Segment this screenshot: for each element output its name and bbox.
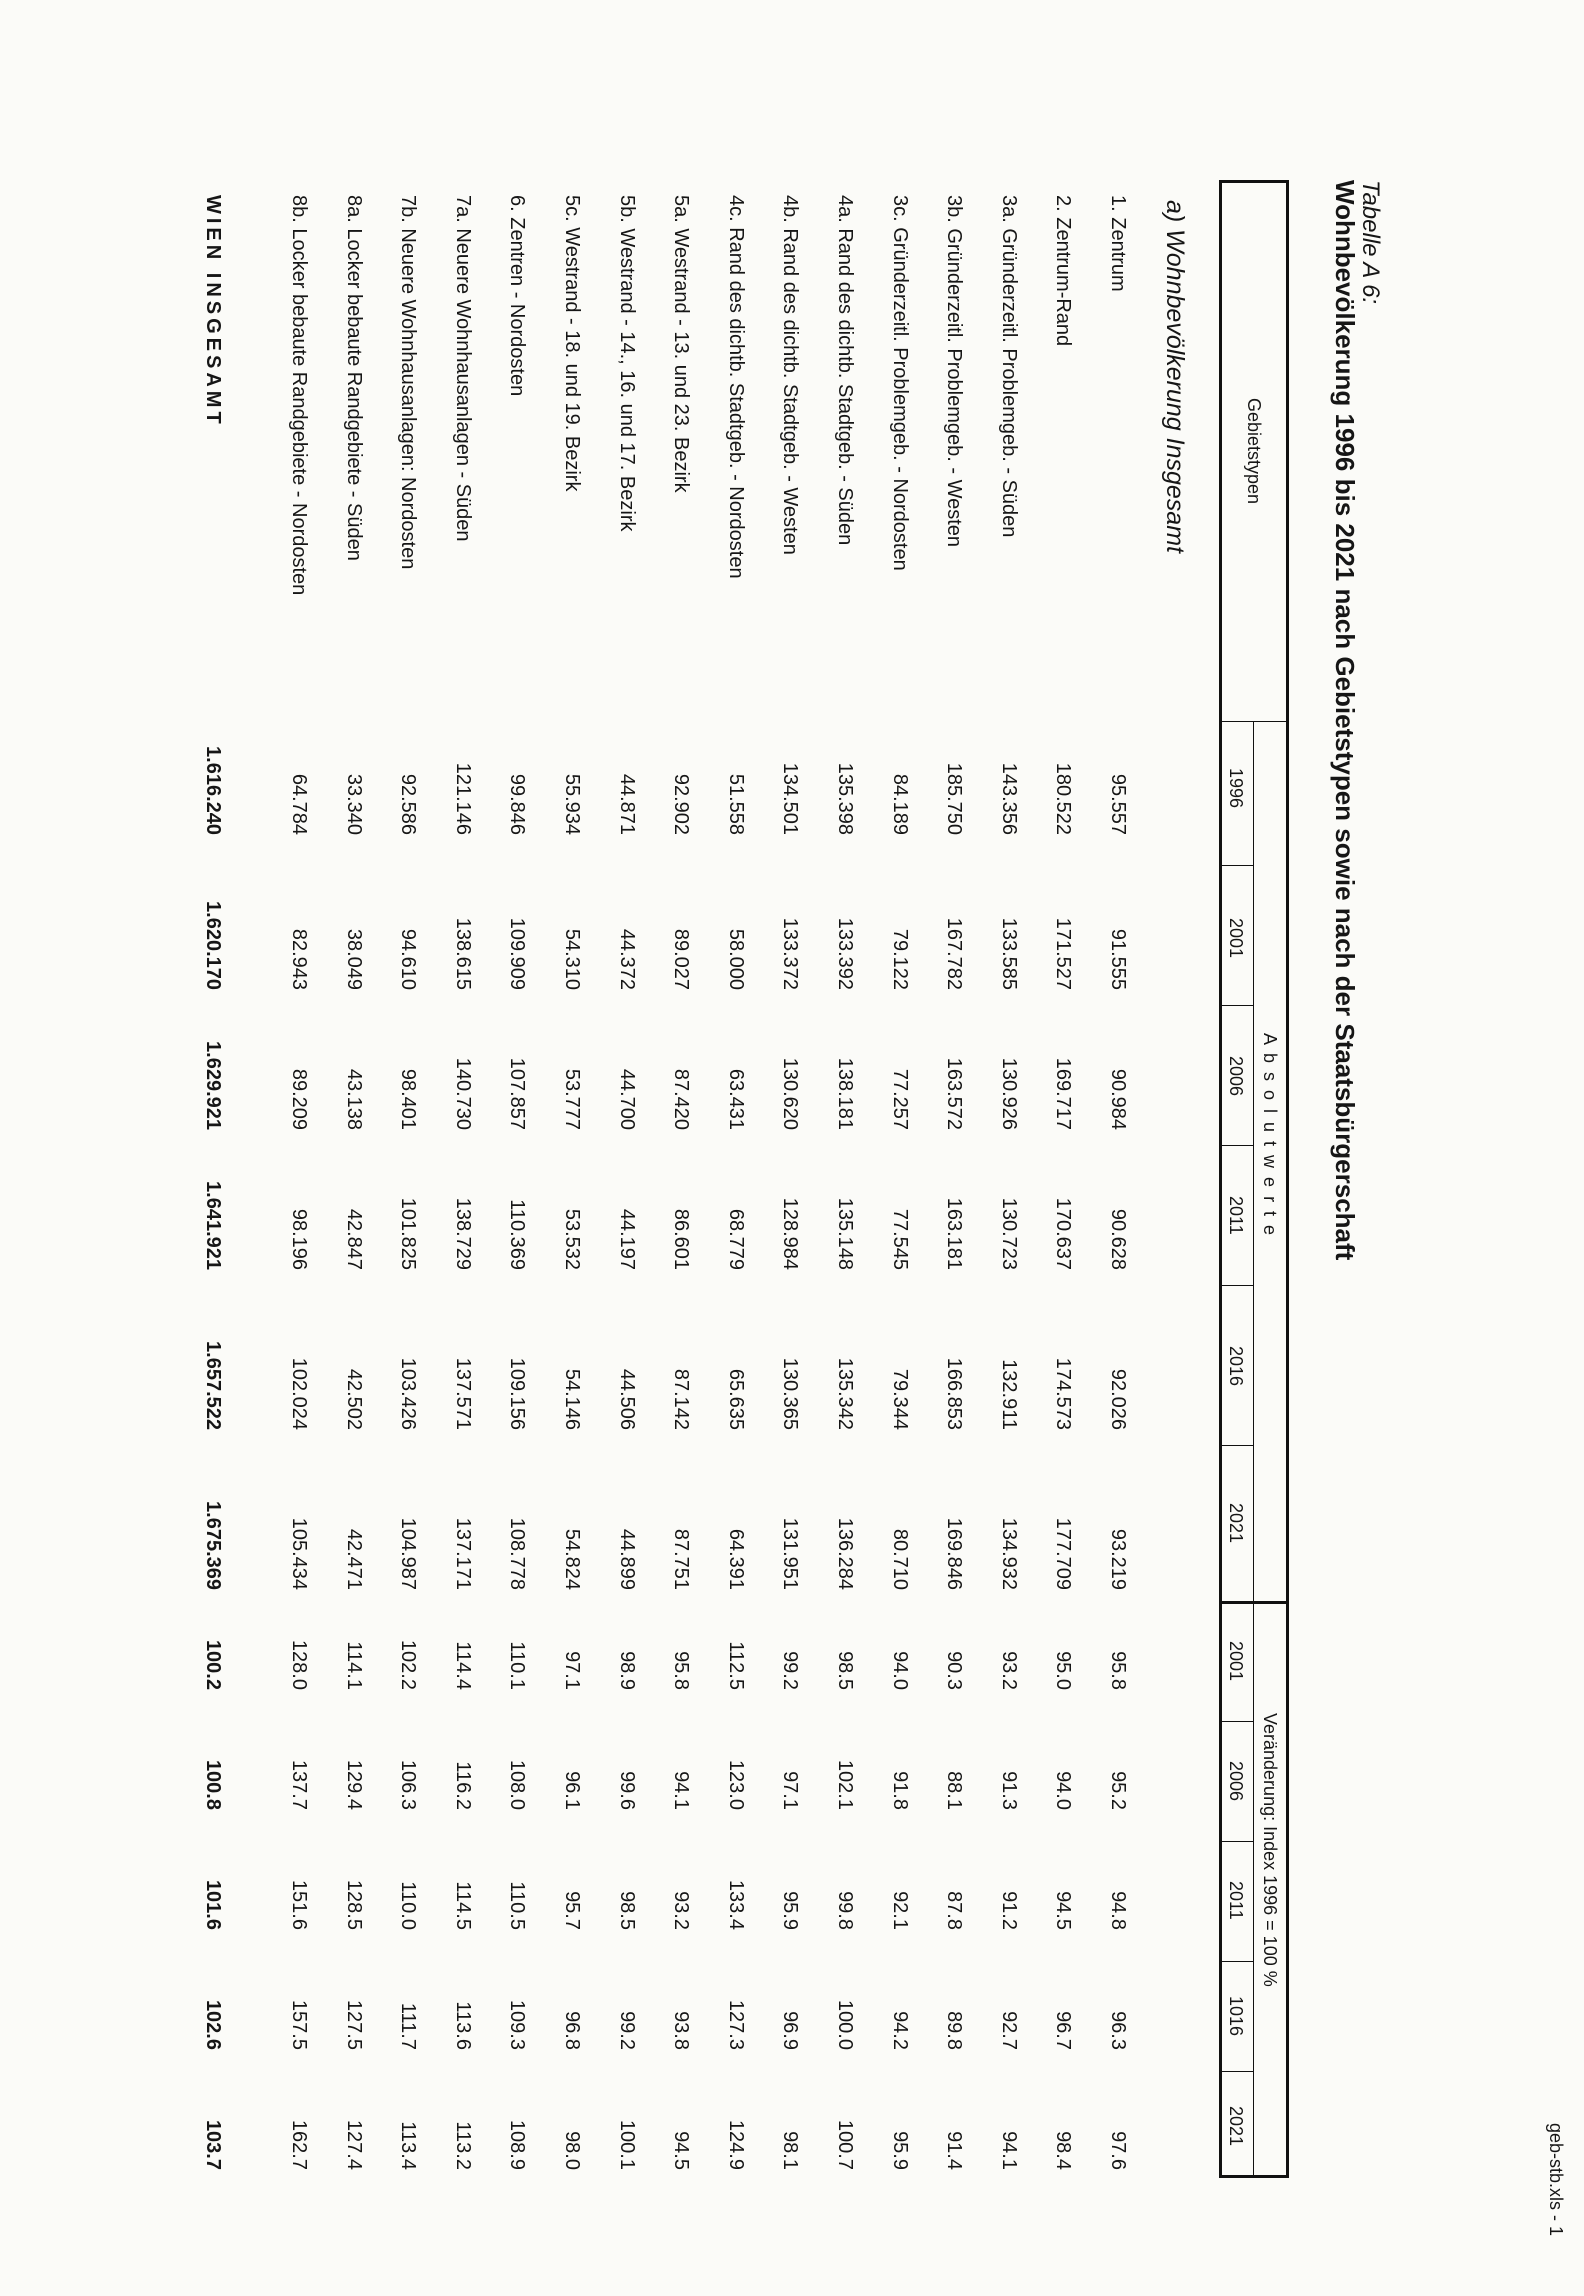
row-label: 8a. Locker bebaute Randgebiete - Süden	[342, 195, 365, 561]
absolute-value-cell: 140.730	[451, 1057, 474, 1130]
index-value-cell: 94.0	[1052, 1771, 1075, 1810]
absolute-value-cell: 109.156	[506, 1357, 529, 1430]
index-value-cell: 109.3	[506, 1999, 529, 2050]
row-label: 8b. Locker bebaute Randgebiete - Nordosten	[288, 195, 310, 596]
table-row	[658, 195, 692, 2185]
header-rule	[1253, 721, 1254, 2175]
page-footer: geb-stb.xls - 1	[1546, 2122, 1566, 2236]
table-row	[767, 195, 801, 2185]
index-value-cell: 88.1	[943, 1771, 966, 1810]
header-year-2016: 2016	[1226, 1346, 1246, 1387]
index-value-cell: 96.9	[779, 2011, 802, 2050]
index-value-cell: 94.1	[997, 2131, 1020, 2170]
index-value-cell: 95.7	[561, 1891, 583, 1930]
table-row	[331, 195, 365, 2185]
absolute-value-cell: 138.615	[451, 917, 474, 990]
absolute-value-cell: 90.628	[1107, 1208, 1129, 1270]
index-value-cell: 98.0	[561, 2131, 583, 2170]
table-row	[1040, 195, 1074, 2185]
absolute-value-cell: 135.148	[834, 1197, 856, 1270]
absolute-value-cell: 33.340	[342, 773, 365, 835]
absolute-value-cell: 44.506	[615, 1368, 638, 1430]
row-label: 5a. Westrand - 13. und 23. Bezirk	[670, 195, 693, 493]
absolute-value-cell: 92.026	[1107, 1368, 1129, 1430]
index-value-cell: 108.9	[506, 2119, 529, 2170]
header-divider	[1222, 2071, 1254, 2072]
absolute-value-cell: 137.171	[451, 1517, 474, 1590]
absolute-value-cell: 133.585	[997, 917, 1020, 990]
index-value-cell: 95.9	[779, 1891, 802, 1930]
index-value-cell: 91.4	[943, 2131, 966, 2170]
absolute-value-cell: 98.401	[397, 1068, 420, 1130]
absolute-value-cell: 63.431	[724, 1068, 747, 1130]
header-index-2016: 1016	[1226, 1996, 1246, 2037]
absolute-value-cell: 64.391	[724, 1528, 747, 1590]
index-value-cell: 94.5	[670, 2131, 693, 2170]
absolute-value-cell: 98.196	[288, 1208, 310, 1270]
header-year-1996: 1996	[1226, 768, 1246, 809]
index-value-cell: 102.6	[202, 1999, 224, 2050]
index-value-cell: 94.5	[1052, 1891, 1075, 1930]
table-row	[604, 195, 638, 2185]
header-veraenderung: Veränderung: Index 1996 = 100 %	[1260, 1713, 1280, 1987]
absolute-value-cell: 53.777	[561, 1068, 583, 1130]
absolute-value-cell: 130.620	[779, 1057, 802, 1130]
index-value-cell: 100.2	[202, 1639, 224, 1690]
absolute-value-cell: 51.558	[724, 773, 747, 835]
index-value-cell: 99.2	[779, 1651, 802, 1690]
index-value-cell: 96.7	[1052, 2011, 1075, 2050]
absolute-value-cell: 87.751	[670, 1528, 693, 1590]
absolute-value-cell: 77.545	[888, 1208, 911, 1270]
absolute-value-cell: 92.902	[670, 773, 693, 835]
table-header	[1219, 180, 1289, 2178]
absolute-value-cell: 54.824	[561, 1528, 583, 1590]
table-row	[877, 195, 911, 2185]
index-value-cell: 106.3	[397, 1759, 420, 1810]
index-value-cell: 162.7	[288, 2119, 310, 2170]
header-divider	[1222, 1005, 1254, 1006]
absolute-value-cell: 44.700	[615, 1068, 638, 1130]
index-value-cell: 112.5	[724, 1641, 747, 1690]
absolute-value-cell: 135.398	[834, 762, 856, 835]
index-value-cell: 157.5	[288, 1999, 310, 2050]
absolute-value-cell: 42.471	[342, 1528, 365, 1590]
absolute-value-cell: 105.434	[288, 1517, 310, 1590]
absolute-value-cell: 1.620.170	[202, 901, 224, 990]
header-index-2011: 2011	[1226, 1881, 1246, 1920]
absolute-value-cell: 185.750	[943, 762, 966, 835]
absolute-value-cell: 93.219	[1107, 1528, 1129, 1590]
index-value-cell: 108.0	[506, 1759, 529, 1810]
index-value-cell: 87.8	[943, 1891, 966, 1930]
index-value-cell: 95.2	[1107, 1771, 1129, 1810]
index-value-cell: 95.9	[888, 2131, 911, 2170]
absolute-value-cell: 135.342	[834, 1357, 856, 1430]
index-value-cell: 91.2	[997, 1891, 1020, 1930]
table-row	[822, 195, 856, 2185]
index-value-cell: 114.5	[451, 1881, 474, 1930]
absolute-value-cell: 77.257	[888, 1068, 911, 1130]
row-label: 2. Zentrum-Rand	[1052, 195, 1075, 347]
header-divider	[1222, 1601, 1286, 1604]
header-year-2011: 2011	[1226, 1196, 1246, 1235]
index-value-cell: 93.2	[670, 1891, 693, 1930]
index-value-cell: 100.0	[834, 1999, 856, 2050]
absolute-value-cell: 169.846	[943, 1517, 966, 1590]
absolute-value-cell: 58.000	[724, 928, 747, 990]
index-value-cell: 110.1	[506, 1641, 529, 1690]
index-value-cell: 94.2	[888, 2011, 911, 2050]
absolute-value-cell: 95.557	[1107, 773, 1129, 835]
absolute-value-cell: 42.847	[342, 1208, 365, 1270]
index-value-cell: 91.8	[888, 1771, 911, 1810]
absolute-value-cell: 89.027	[670, 928, 693, 990]
header-divider	[1222, 1145, 1254, 1146]
index-value-cell: 98.1	[779, 2131, 802, 2170]
absolute-value-cell: 163.181	[943, 1197, 966, 1270]
header-year-2001: 2001	[1226, 918, 1246, 959]
absolute-value-cell: 38.049	[342, 928, 365, 990]
index-value-cell: 94.8	[1107, 1891, 1129, 1930]
absolute-value-cell: 133.392	[834, 917, 856, 990]
index-value-cell: 102.2	[397, 1639, 420, 1690]
index-value-cell: 116.2	[451, 1761, 474, 1810]
header-index-2001: 2001	[1226, 1641, 1246, 1682]
index-value-cell: 97.1	[561, 1651, 583, 1690]
absolute-value-cell: 44.197	[615, 1208, 638, 1270]
table-row	[1095, 195, 1129, 2185]
table-row	[931, 195, 965, 2185]
absolute-value-cell: 54.310	[561, 928, 583, 990]
header-year-2006: 2006	[1226, 1056, 1246, 1097]
absolute-value-cell: 136.284	[834, 1517, 856, 1590]
index-value-cell: 92.1	[888, 1891, 911, 1930]
absolute-value-cell: 166.853	[943, 1357, 966, 1430]
absolute-value-cell: 42.502	[342, 1368, 365, 1430]
index-value-cell: 124.9	[724, 2119, 747, 2170]
table-row	[713, 195, 747, 2185]
header-gebietstypen: Gebietstypen	[1244, 398, 1264, 505]
index-value-cell: 127.4	[342, 2119, 365, 2170]
absolute-value-cell: 110.369	[506, 1199, 529, 1270]
absolute-value-cell: 138.181	[834, 1057, 856, 1130]
row-label: 1. Zentrum	[1107, 195, 1129, 292]
index-value-cell: 113.6	[451, 2001, 474, 2050]
row-label: 4a. Rand des dichtb. Stadtgeb. - Süden	[834, 195, 856, 546]
index-value-cell: 111.7	[397, 2002, 420, 2050]
index-value-cell: 93.8	[670, 2011, 693, 2050]
total-label: WIEN INSGESAMT	[202, 195, 224, 428]
index-value-cell: 89.8	[943, 2011, 966, 2050]
absolute-value-cell: 53.532	[561, 1208, 583, 1270]
absolute-value-cell: 1.616.240	[202, 746, 224, 835]
index-value-cell: 90.3	[943, 1651, 966, 1690]
header-index-2006: 2006	[1226, 1761, 1246, 1802]
absolute-value-cell: 109.909	[506, 917, 529, 990]
absolute-value-cell: 170.637	[1052, 1197, 1075, 1270]
index-value-cell: 113.2	[451, 2121, 474, 2170]
absolute-value-cell: 130.926	[997, 1057, 1020, 1130]
index-value-cell: 99.8	[834, 1891, 856, 1930]
index-value-cell: 97.6	[1107, 2131, 1129, 2170]
absolute-value-cell: 133.372	[779, 917, 802, 990]
absolute-value-cell: 99.846	[506, 773, 529, 835]
row-label: 4c. Rand des dichtb. Stadtgeb. - Nordosten	[724, 195, 747, 579]
absolute-value-cell: 43.138	[342, 1068, 365, 1130]
absolute-value-cell: 121.146	[451, 762, 474, 835]
section-title: a) Wohnbevölkerung Insgesamt	[1161, 200, 1189, 553]
index-value-cell: 98.5	[615, 1891, 638, 1930]
absolute-value-cell: 180.522	[1052, 762, 1075, 835]
table-row	[440, 195, 474, 2185]
row-label: 4b. Rand des dichtb. Stadtgeb. - Westen	[779, 195, 802, 555]
index-value-cell: 96.1	[561, 1771, 583, 1810]
absolute-value-cell: 103.426	[397, 1357, 420, 1430]
absolute-value-cell: 80.710	[888, 1528, 911, 1590]
row-label: 5b. Westrand - 14., 16. und 17. Bezirk	[615, 195, 638, 532]
index-value-cell: 113.4	[397, 2121, 420, 2170]
absolute-value-cell: 143.356	[997, 762, 1020, 835]
index-value-cell: 95.8	[1107, 1651, 1129, 1690]
table-row	[549, 195, 583, 2185]
index-value-cell: 98.5	[834, 1651, 856, 1690]
row-label: 6. Zentren - Nordosten	[506, 195, 529, 397]
absolute-value-cell: 91.555	[1107, 928, 1129, 990]
absolute-value-cell: 174.573	[1052, 1357, 1075, 1430]
row-label: 7a. Neuere Wohnhausanlagen - Süden	[451, 195, 474, 542]
absolute-value-cell: 89.209	[288, 1068, 310, 1130]
index-value-cell: 100.8	[202, 1759, 224, 1810]
index-value-cell: 94.1	[670, 1771, 693, 1810]
total-row	[190, 195, 224, 2185]
header-divider	[1222, 1285, 1254, 1286]
absolute-value-cell: 101.825	[397, 1197, 420, 1270]
absolute-value-cell: 79.122	[888, 928, 911, 990]
index-value-cell: 97.1	[779, 1771, 802, 1810]
absolute-value-cell: 86.601	[670, 1208, 693, 1270]
absolute-value-cell: 167.782	[943, 917, 966, 990]
absolute-value-cell: 134.501	[779, 762, 802, 835]
absolute-value-cell: 84.189	[888, 773, 911, 835]
absolute-value-cell: 1.675.369	[202, 1501, 224, 1590]
index-value-cell: 123.0	[724, 1759, 747, 1810]
index-value-cell: 100.7	[834, 2119, 856, 2170]
index-value-cell: 100.1	[615, 2119, 638, 2170]
index-value-cell: 98.9	[615, 1651, 638, 1690]
index-value-cell: 96.8	[561, 2011, 583, 2050]
index-value-cell: 151.6	[288, 1879, 310, 1930]
index-value-cell: 103.7	[202, 2119, 224, 2170]
absolute-value-cell: 130.723	[997, 1197, 1020, 1270]
row-label: 3b. Gründerzeitl. Problemgeb. - Westen	[943, 195, 966, 548]
absolute-value-cell: 64.784	[288, 773, 310, 835]
index-value-cell: 91.3	[997, 1771, 1020, 1810]
index-value-cell: 110.0	[397, 1881, 420, 1930]
absolute-value-cell: 107.857	[506, 1057, 529, 1130]
absolute-value-cell: 94.610	[397, 928, 420, 990]
index-value-cell: 99.2	[615, 2011, 638, 2050]
row-label: 3c. Gründerzeitl. Problemgeb. - Nordosten	[888, 195, 911, 571]
absolute-value-cell: 44.899	[615, 1528, 638, 1590]
index-value-cell: 137.7	[288, 1759, 310, 1810]
absolute-value-cell: 128.984	[779, 1197, 802, 1270]
index-value-cell: 98.4	[1052, 2131, 1075, 2170]
header-divider	[1222, 1721, 1254, 1722]
index-value-cell: 102.1	[834, 1759, 856, 1810]
absolute-value-cell: 1.641.921	[202, 1181, 224, 1270]
table-caption: Tabelle A 6:	[1357, 180, 1384, 305]
index-value-cell: 99.6	[615, 1771, 638, 1810]
absolute-value-cell: 137.571	[451, 1357, 474, 1430]
index-value-cell: 95.8	[670, 1651, 693, 1690]
absolute-value-cell: 55.934	[561, 773, 583, 835]
absolute-value-cell: 1.629.921	[202, 1041, 224, 1130]
absolute-value-cell: 92.586	[397, 773, 420, 835]
absolute-value-cell: 65.635	[724, 1368, 747, 1430]
index-value-cell: 101.6	[202, 1879, 224, 1930]
header-divider	[1222, 1841, 1254, 1842]
absolute-value-cell: 132.911	[997, 1359, 1020, 1430]
row-label: 3a. Gründerzeitl. Problemgeb. - Süden	[997, 195, 1020, 538]
absolute-value-cell: 171.527	[1052, 917, 1075, 990]
index-value-cell: 128.5	[342, 1879, 365, 1930]
absolute-value-cell: 44.871	[615, 773, 638, 835]
header-divider	[1222, 1961, 1254, 1962]
absolute-value-cell: 138.729	[451, 1197, 474, 1270]
header-index-2021: 2021	[1226, 2106, 1246, 2147]
absolute-value-cell: 87.420	[670, 1068, 693, 1130]
absolute-value-cell: 131.951	[779, 1517, 802, 1590]
absolute-value-cell: 104.987	[397, 1517, 420, 1590]
row-label: 5c. Westrand - 18. und 19. Bezirk	[561, 195, 583, 492]
table-row	[986, 195, 1020, 2185]
index-value-cell: 93.2	[997, 1651, 1020, 1690]
absolute-value-cell: 79.344	[888, 1368, 911, 1430]
absolute-value-cell: 87.142	[670, 1368, 693, 1430]
index-value-cell: 114.1	[342, 1641, 365, 1690]
index-value-cell: 133.4	[724, 1879, 747, 1930]
header-absolutwerte: A b s o l u t w e r t e	[1260, 1033, 1280, 1238]
table-row	[494, 195, 528, 2185]
index-value-cell: 127.3	[724, 1999, 747, 2050]
absolute-value-cell: 108.778	[506, 1517, 529, 1590]
absolute-value-cell: 44.372	[615, 928, 638, 990]
absolute-value-cell: 82.943	[288, 928, 310, 990]
index-value-cell: 96.3	[1107, 2011, 1129, 2050]
absolute-value-cell: 1.657.522	[202, 1341, 224, 1430]
table-row	[385, 195, 419, 2185]
absolute-value-cell: 68.779	[724, 1208, 747, 1270]
absolute-value-cell: 130.365	[779, 1357, 802, 1430]
absolute-value-cell: 102.024	[288, 1357, 310, 1430]
absolute-value-cell: 177.709	[1052, 1517, 1075, 1590]
table-row	[276, 195, 310, 2185]
index-value-cell: 110.5	[506, 1881, 529, 1930]
absolute-value-cell: 134.932	[997, 1517, 1020, 1590]
index-value-cell: 92.7	[997, 2011, 1020, 2050]
index-value-cell: 95.0	[1052, 1651, 1075, 1690]
index-value-cell: 94.0	[888, 1651, 911, 1690]
index-value-cell: 128.0	[288, 1639, 310, 1690]
header-divider	[1222, 721, 1286, 722]
absolute-value-cell: 169.717	[1052, 1057, 1075, 1130]
absolute-value-cell: 54.146	[561, 1368, 583, 1430]
header-year-2021: 2021	[1226, 1503, 1246, 1544]
header-divider	[1222, 865, 1254, 866]
absolute-value-cell: 90.984	[1107, 1068, 1129, 1130]
index-value-cell: 127.5	[342, 1999, 365, 2050]
page-title: Wohnbevölkerung 1996 bis 2021 nach Gebietstypen sowie nach der Staatsbürgerschaft	[1330, 180, 1360, 1261]
row-label: 7b. Neuere Wohnhausanlagen: Nordosten	[397, 195, 420, 570]
index-value-cell: 129.4	[342, 1759, 365, 1810]
absolute-value-cell: 163.572	[943, 1057, 966, 1130]
header-divider	[1222, 1445, 1254, 1446]
index-value-cell: 114.4	[451, 1641, 474, 1690]
